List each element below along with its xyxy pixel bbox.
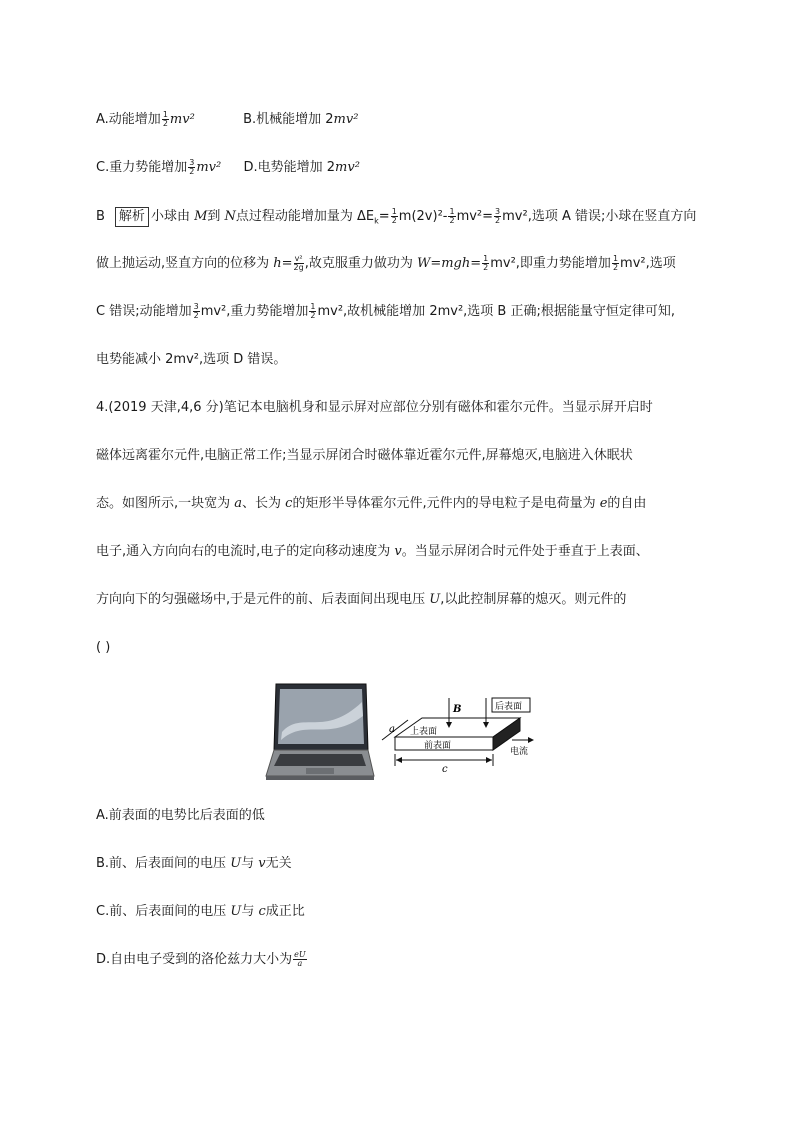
length-c-label: c xyxy=(442,764,448,775)
b-field-label: B xyxy=(453,704,462,715)
q4-stem-line-3: 态。如图所示,一块宽为 a、长为 c的矩形半导体霍尔元件,元件内的导电粒子是电荷量为 e的自由 xyxy=(96,496,647,511)
answer-parentheses: ( ) xyxy=(96,640,111,655)
q4-option-c: C.前、后表面间的电压 U与 c成正比 xyxy=(96,904,305,919)
solution-line-1: B 解析 小球由 M到 N点过程动能增加量为 $\Delta E_k=$ $\frac{1}{2}$ m(2v)²- $\frac{1}{2}$ mv²= $\frac{3}{2}$ mv²,选项 A 错误;小球在竖直方向 xyxy=(96,207,697,226)
solution-line-4: 电势能减小 2mv²,选项 D 错误。 xyxy=(96,352,287,367)
hall-element-block xyxy=(382,698,534,775)
q3-options-row-1 xyxy=(96,110,358,130)
q3-option-d: D.电势能增加 2mv² xyxy=(243,160,360,175)
front-surface-label: 前表面 xyxy=(424,741,452,751)
q4-stem-line-4: 电子,通入方向向右的电流时,电子的定向移动速度为 v。当显示屏闭合时元件处于垂直于上表面、 xyxy=(96,544,649,559)
q3-option-c: C.重力势能增加 $\frac{3}{2}$ mv² xyxy=(96,158,222,176)
solution-line-3: C 错误;动能增加 $\frac{3}{2}$ mv²,重力势能增加 $\frac{1}{2}$ mv²,故机械能增加 2mv²,选项 B 正确;根据能量守恒定律可知, xyxy=(96,302,675,320)
q4-stem-line-5: 方向向下的匀强磁场中,于是元件的前、后表面间出现电压 U,以此控制屏幕的熄灭。则元件的 xyxy=(96,592,627,607)
solution-line-2: 做上抛运动,竖直方向的位移为 h= $\frac{\text{v²}}{2g}$ ,故克服重力做功为 W=mgh= $\frac{1}{2}$ mv²,即重力势能增加 $\frac{1}{2}$ mv²,选项 xyxy=(96,254,676,272)
top-surface-label: 上表面 xyxy=(410,727,438,737)
q4-stem-line-2: 磁体远离霍尔元件,电脑正常工作;当显示屏闭合时磁体靠近霍尔元件,屏幕熄灭,电脑进入休眠状 xyxy=(96,448,633,463)
hall-element-figure xyxy=(262,680,562,788)
q4-stem-line-1: 4.(2019 天津,4,6 分)笔记本电脑机身和显示屏对应部位分别有磁体和霍尔元件。当显示屏开启时 xyxy=(96,400,653,415)
q3-option-b: B.机械能增加 2mv² xyxy=(243,112,359,127)
laptop-image xyxy=(266,684,374,780)
answer-letter: B xyxy=(96,209,105,224)
analysis-tag: 解析 xyxy=(115,207,149,227)
current-label: 电流 xyxy=(510,747,529,757)
q3-options-row-2 xyxy=(96,158,360,178)
back-surface-label: 后表面 xyxy=(495,702,523,712)
width-a-label: a xyxy=(389,724,395,735)
q4-option-a: A.前表面的电势比后表面的低 xyxy=(96,808,265,823)
q3-option-a: A.动能增加 $\frac{1}{2}$ mv² xyxy=(96,110,195,128)
q4-option-d: D.自由电子受到的洛伦兹力大小为 $\frac{eU}{a}$ xyxy=(96,950,306,968)
q4-option-b: B.前、后表面间的电压 U与 v无关 xyxy=(96,856,292,871)
